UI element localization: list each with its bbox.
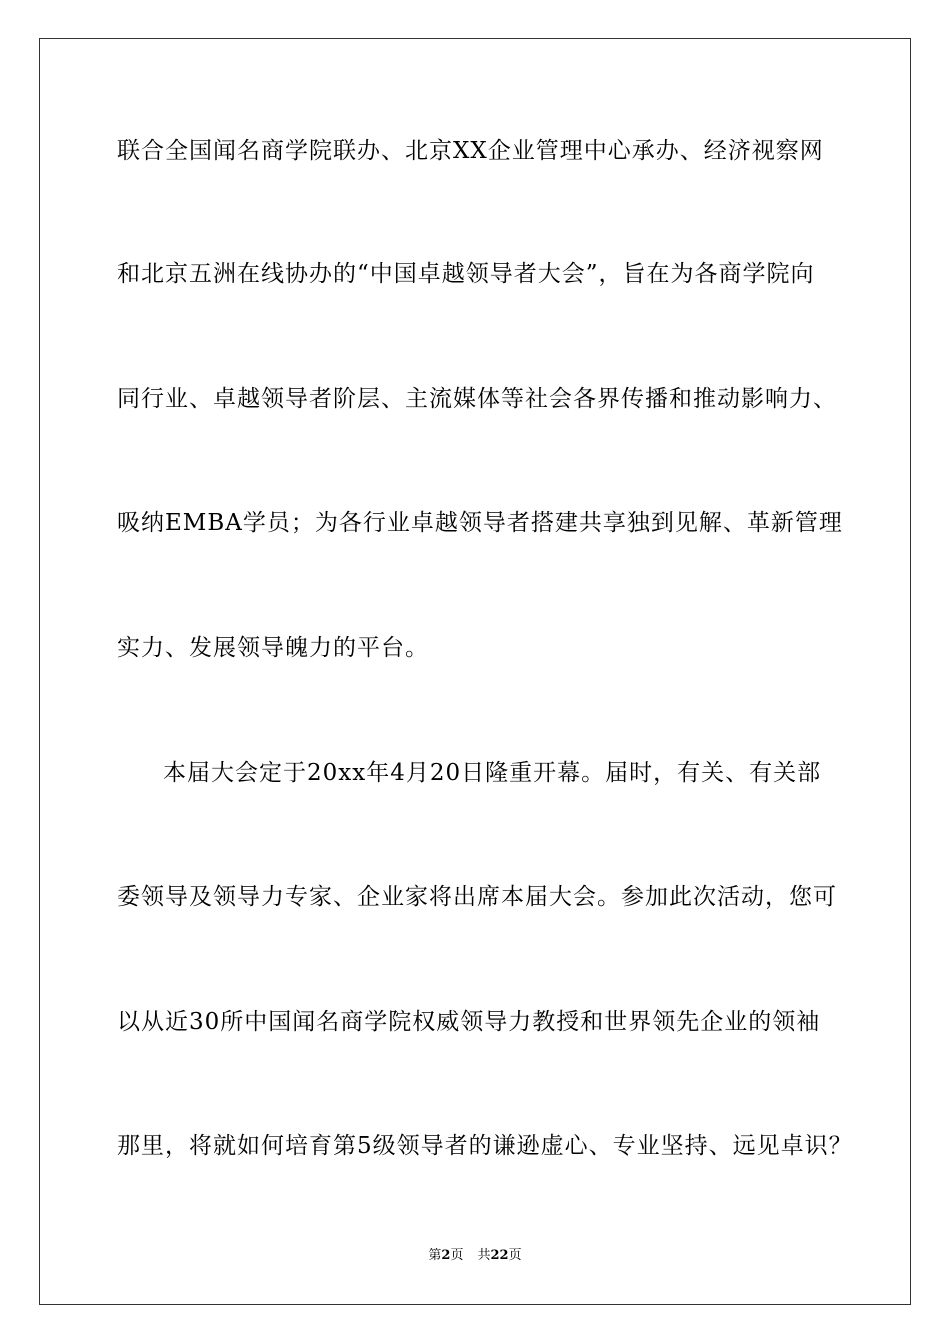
body-text-line: 以从近30所中国闻名商学院权威领导力教授和世界领先企业的领袖 bbox=[117, 1009, 821, 1035]
body-text-line: 同行业、卓越领导者阶层、主流媒体等社会各界传播和推动影响力、 bbox=[117, 386, 837, 412]
paragraph-first-line: 本届大会定于20xx年4月20日隆重开幕。届时，有关、有关部 bbox=[163, 760, 822, 786]
page-number: 2 bbox=[441, 1248, 451, 1263]
body-text-line: 那里，将就如何培育第5级领导者的谦逊虚心、专业坚持、远见卓识？ bbox=[117, 1133, 853, 1159]
total-pages: 22 bbox=[490, 1248, 509, 1263]
body-text-line: 吸纳EMBA学员；为各行业卓越领导者搭建共享独到见解、革新管理 bbox=[117, 510, 843, 536]
body-text-line: 联合全国闻名商学院联办、北京XX企业管理中心承办、经济视察网 bbox=[117, 138, 824, 164]
total-suffix: 页 bbox=[508, 1248, 522, 1263]
body-text-line: 和北京五洲在线协办的“中国卓越领导者大会”，旨在为各商学院向 bbox=[117, 261, 815, 287]
page-suffix: 页 bbox=[450, 1248, 464, 1263]
total-prefix: 共 bbox=[477, 1248, 491, 1263]
body-text-line: 实力、发展领导魄力的平台。 bbox=[117, 635, 429, 661]
body-text-line: 委领导及领导力专家、企业家将出席本届大会。参加此次活动，您可 bbox=[117, 884, 837, 910]
page-border bbox=[39, 38, 911, 1305]
page-prefix: 第 bbox=[428, 1248, 442, 1263]
page-footer bbox=[0, 1248, 950, 1264]
